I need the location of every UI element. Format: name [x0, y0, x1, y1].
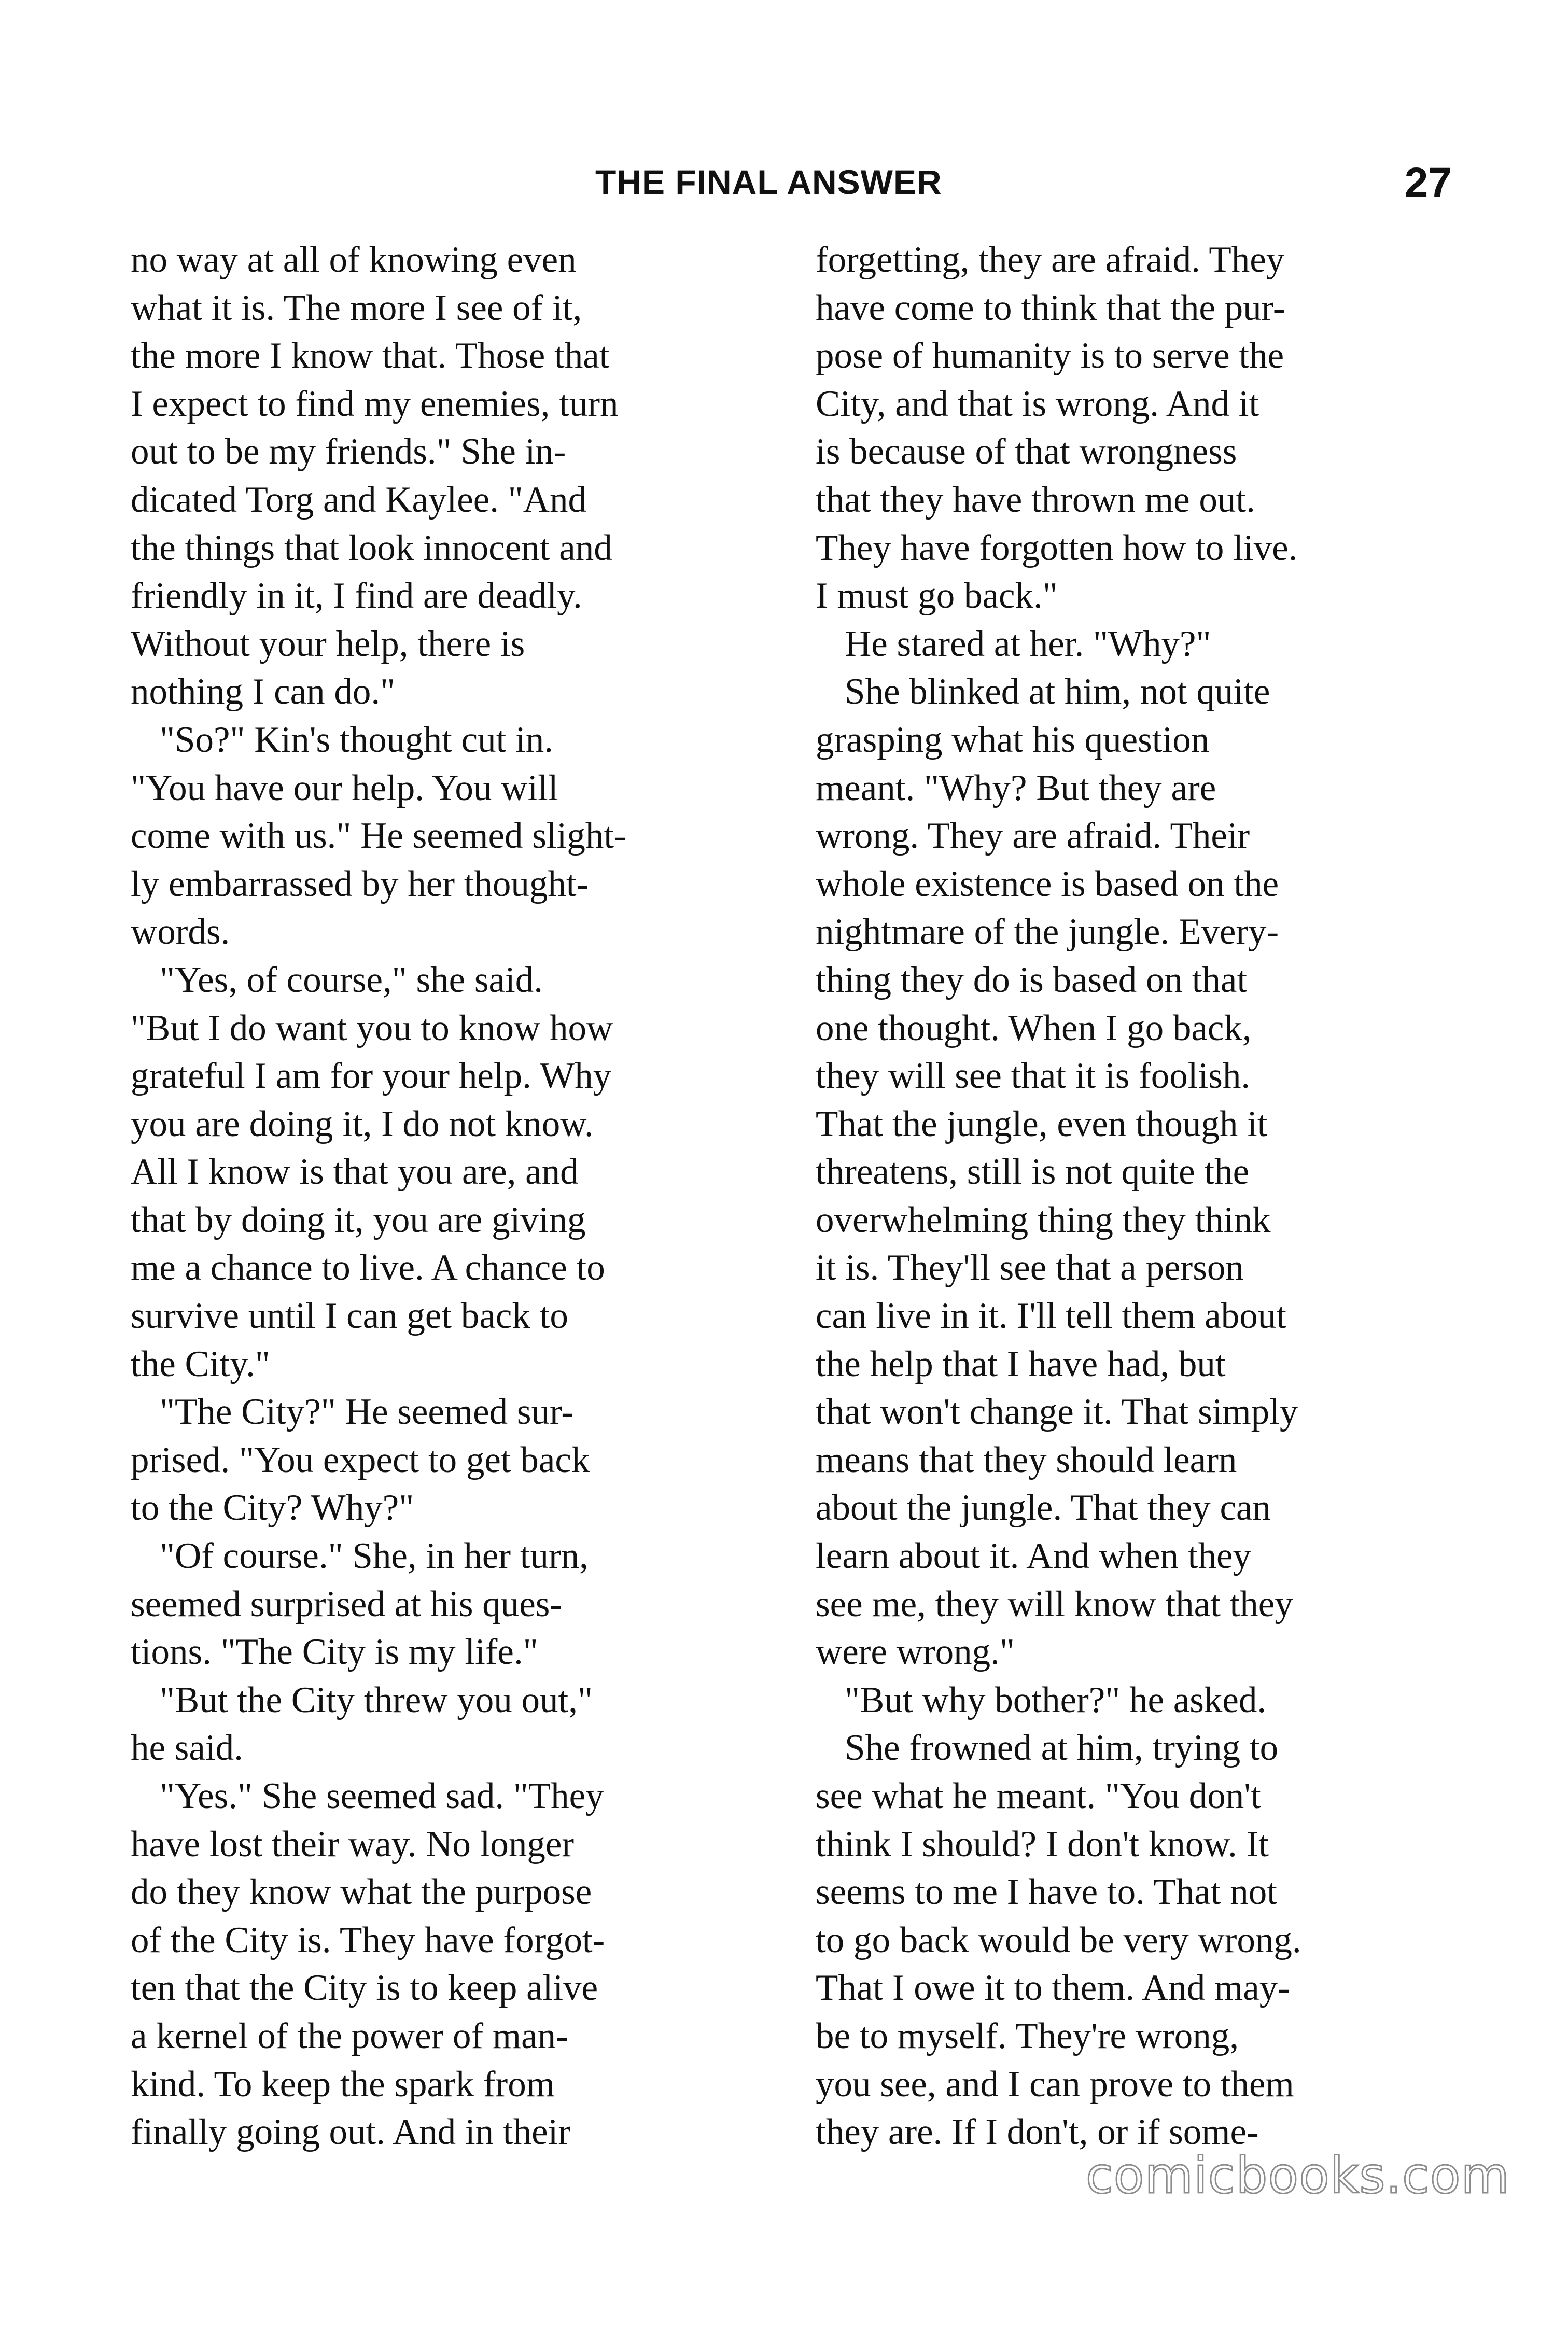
- text-line: that won't change it. That simply: [816, 1392, 1298, 1433]
- text-line: wrong. They are afraid. Their: [816, 816, 1250, 857]
- text-line: me a chance to live. A chance to: [131, 1247, 605, 1288]
- text-line: seems to me I have to. That not: [816, 1872, 1277, 1913]
- page-number: 27: [1404, 159, 1452, 206]
- text-line: City, and that is wrong. And it: [816, 383, 1259, 424]
- text-line: "Yes." She seemed sad. "They: [160, 1776, 604, 1816]
- text-line: "But why bother?" he asked.: [845, 1679, 1267, 1720]
- text-line: the more I know that. Those that: [131, 335, 610, 376]
- text-line: That the jungle, even though it: [816, 1103, 1268, 1144]
- text-line: whole existence is based on the: [816, 863, 1279, 904]
- running-head-title: THE FINAL ANSWER: [595, 163, 942, 201]
- text-line: have come to think that the pur-: [816, 287, 1285, 328]
- text-line: "Yes, of course," she said.: [160, 959, 543, 1000]
- text-line: All I know is that you are, and: [131, 1152, 579, 1193]
- text-line: that by doing it, you are giving: [131, 1199, 586, 1240]
- text-line: They have forgotten how to live.: [816, 527, 1298, 568]
- text-line: can live in it. I'll tell them about: [816, 1296, 1286, 1337]
- text-column-right: [816, 236, 1453, 2156]
- text-line: he said.: [131, 1728, 243, 1769]
- text-line: see me, they will know that they: [816, 1583, 1293, 1624]
- text-line: be to myself. They're wrong,: [816, 2015, 1239, 2056]
- text-line: "So?" Kin's thought cut in.: [160, 719, 554, 760]
- text-line: do they know what the purpose: [131, 1872, 592, 1913]
- text-line: She blinked at him, not quite: [845, 671, 1270, 712]
- text-line: they will see that it is foolish.: [816, 1056, 1251, 1097]
- text-line: finally going out. And in their: [131, 2112, 570, 2153]
- text-line: come with us." He seemed slight-: [131, 816, 626, 857]
- text-line: words.: [131, 912, 230, 952]
- text-line: the City.": [131, 1343, 270, 1384]
- text-line: kind. To keep the spark from: [131, 2064, 555, 2105]
- text-line: meant. "Why? But they are: [816, 767, 1216, 808]
- text-line: it is. They'll see that a person: [816, 1247, 1244, 1288]
- text-column-left: [131, 236, 763, 2156]
- text-line: She frowned at him, trying to: [845, 1728, 1279, 1769]
- text-line: you see, and I can prove to them: [816, 2064, 1294, 2105]
- text-line: nightmare of the jungle. Every-: [816, 912, 1279, 952]
- text-line: out to be my friends." She in-: [131, 431, 566, 472]
- text-line: of the City is. They have forgot-: [131, 1919, 605, 1960]
- text-line: grateful I am for your help. Why: [131, 1056, 612, 1097]
- text-line: the help that I have had, but: [816, 1343, 1226, 1384]
- text-line: "You have our help. You will: [131, 767, 558, 808]
- text-line: "Of course." She, in her turn,: [160, 1536, 589, 1577]
- text-line: dicated Torg and Kaylee. "And: [131, 479, 587, 520]
- text-line: I must go back.": [816, 576, 1058, 616]
- text-line: were wrong.": [816, 1632, 1015, 1673]
- text-line: survive until I can get back to: [131, 1296, 568, 1337]
- text-line: the things that look innocent and: [131, 527, 612, 568]
- text-line: have lost their way. No longer: [131, 1824, 575, 1865]
- text-line: That I owe it to them. And may-: [816, 1968, 1290, 2009]
- text-line: a kernel of the power of man-: [131, 2015, 568, 2056]
- text-line: see what he meant. "You don't: [816, 1776, 1261, 1816]
- text-line: pose of humanity is to serve the: [816, 335, 1284, 376]
- text-line: I expect to find my enemies, turn: [131, 383, 619, 424]
- text-line: that they have thrown me out.: [816, 479, 1255, 520]
- text-line: "The City?" He seemed sur-: [160, 1392, 573, 1433]
- text-line: ly embarrassed by her thought-: [131, 863, 589, 904]
- text-line: threatens, still is not quite the: [816, 1152, 1250, 1193]
- text-line: to the City? Why?": [131, 1488, 414, 1529]
- text-line: "But I do want you to know how: [131, 1007, 613, 1048]
- text-line: "But the City threw you out,": [160, 1679, 593, 1720]
- text-line: tions. "The City is my life.": [131, 1632, 538, 1673]
- text-line: prised. "You expect to get back: [131, 1439, 590, 1480]
- text-line: no way at all of knowing even: [131, 240, 577, 280]
- text-line: He stared at her. "Why?": [845, 623, 1211, 664]
- text-line: friendly in it, I find are deadly.: [131, 576, 582, 616]
- text-line: grasping what his question: [816, 719, 1210, 760]
- text-line: overwhelming thing they think: [816, 1199, 1271, 1240]
- text-line: seemed surprised at his ques-: [131, 1583, 563, 1624]
- text-line: about the jungle. That they can: [816, 1488, 1271, 1529]
- text-line: nothing I can do.": [131, 671, 396, 712]
- text-line: thing they do is based on that: [816, 959, 1248, 1000]
- text-line: is because of that wrongness: [816, 431, 1237, 472]
- watermark: comicbooks.com: [1085, 2147, 1510, 2205]
- text-line: they are. If I don't, or if some-: [816, 2112, 1259, 2153]
- text-line: means that they should learn: [816, 1439, 1237, 1480]
- text-line: forgetting, they are afraid. They: [816, 240, 1285, 280]
- text-line: what it is. The more I see of it,: [131, 287, 582, 328]
- text-line: think I should? I don't know. It: [816, 1824, 1269, 1865]
- text-line: ten that the City is to keep alive: [131, 1968, 598, 2009]
- text-line: learn about it. And when they: [816, 1536, 1251, 1577]
- text-line: you are doing it, I do not know.: [131, 1103, 594, 1144]
- text-line: Without your help, there is: [131, 623, 525, 664]
- text-line: to go back would be very wrong.: [816, 1919, 1301, 1960]
- text-line: one thought. When I go back,: [816, 1007, 1252, 1048]
